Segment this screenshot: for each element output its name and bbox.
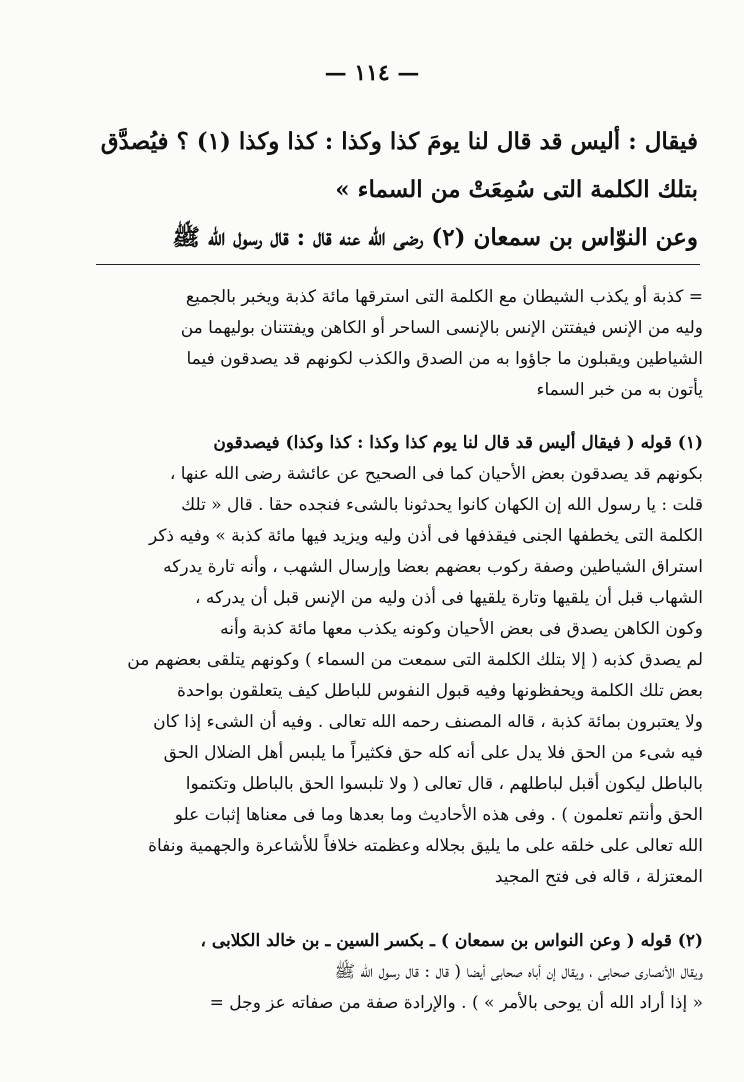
main-text-line: فيقال : أليس قد قال لنا يومَ كذا وكذا : كذا وكذا (١) ؟ فيُصدَّق — [100, 128, 698, 155]
main-text — [98, 118, 698, 262]
footnote-line: الحق وأنتم تعلمون ) . وفى هذه الأحاديث وما بعدها وما فى معناها إثبات علو — [174, 805, 703, 825]
footnote-line: (١) قوله ( فيقال أليس قد قال لنا يوم كذا وكذا : كذا وكذا) فيصدقون — [213, 433, 703, 453]
page-number: — ١١٤ — — [324, 60, 420, 86]
footnote-line: = كذبة أو يكذب الشيطان مع الكلمة التى استرقها مائة كذبة ويخبر بالجميع — [185, 287, 703, 307]
footnote-2 — [95, 926, 703, 1019]
footnote-line: بعض تلك الكلمة ويحفظونها وفيه قبول النفوس للباطل كيف يتعلقون بواحدة — [177, 681, 703, 701]
footnote-line: الله تعالى على خلقه على ما يليق بجلاله وعظمته خلافاً للأشاعرة والجهمية ونفاة — [148, 836, 703, 856]
footnote-line: ويقال الأنصارى صحابى ، ويقال إن أباه صحابى أيضا ( قال : قال رسول الله ﷺ — [334, 962, 703, 982]
footnote-line: لم يصدق كذبه ( إلا بتلك الكلمة التى سمعت من السماء ) وكونهم يتلقى بعضهم من — [127, 650, 703, 670]
footnote-line: (٢) قوله ( وعن النواس بن سمعان ) ـ بكسر السين ـ بن خالد الكلابى ، — [200, 931, 703, 951]
footnote-line: بالباطل ليكون أقبل لباطلهم ، قال تعالى ( ولا تلبسوا الحق بالباطل وتكتموا — [185, 774, 703, 794]
main-text-line: وعن النوّاس بن سمعان (٢) رضى الله عنه قال : قال رسول الله ﷺ — [172, 224, 698, 251]
footnote-continuation — [95, 282, 703, 406]
footnote-line: قلت : يا رسول الله إن الكهان كانوا يحدثونا بالشىء فنجده حقا . قال « تلك — [181, 495, 703, 515]
footnote-separator-rule — [96, 264, 700, 265]
footnote-1 — [95, 428, 703, 893]
footnote-line: يأتون به من خبر السماء — [536, 380, 703, 400]
footnote-line: استراق الشياطين وصفة ركوب بعضهم بعضا وإرسال الشهب ، وأنه تارة يدركه — [163, 557, 703, 577]
footnote-line: الشهاب قبل أن يلقيها وتارة يلقيها فى أذن وليه من الإنس قبل أن يدركه ، — [195, 588, 703, 608]
footnote-line: الشياطين ويقبلون ما جاؤوا به من الصدق والكذب لكونهم قد يصدقون فيما — [186, 349, 703, 369]
footnote-line: المعتزلة ، قاله فى فتح المجيد — [494, 867, 703, 887]
footnote-line: وكون الكاهن يصدق فى بعض الأحيان وكونه يكذب معها مائة كذبة وأنه — [220, 619, 703, 639]
footnote-line: الكلمة التى يخطفها الجنى فيقذفها فى أذن وليه ويزيد فيها مائة كذبة » وفيه ذكر — [148, 526, 703, 546]
footnote-line: فيه شىء من الحق فلا يدل على أنه كله حق فكثيراً ما يلبس أهل الضلال الحق — [163, 743, 703, 763]
main-text-line: بتلك الكلمة التى سُمِعَتْ من السماء » — [335, 176, 698, 203]
footnote-line: وليه من الإنس فيفتتن الإنس بالإنسى الساحر أو الكاهن ويفتتنان بوليهما من — [180, 318, 703, 338]
footnote-line: بكونهم قد يصدقون بعض الأحيان كما فى الصحيح عن عائشة رضى الله عنها ، — [169, 464, 703, 484]
footnote-line: « إذا أراد الله أن يوحى بالأمر » ) . والإرادة صفة من صفاته عز وجل = — [209, 993, 703, 1013]
footnote-line: ولا يعتبرون بمائة كذبة ، قاله المصنف رحمه الله تعالى . وفيه أن الشىء إذا كان — [153, 712, 703, 732]
